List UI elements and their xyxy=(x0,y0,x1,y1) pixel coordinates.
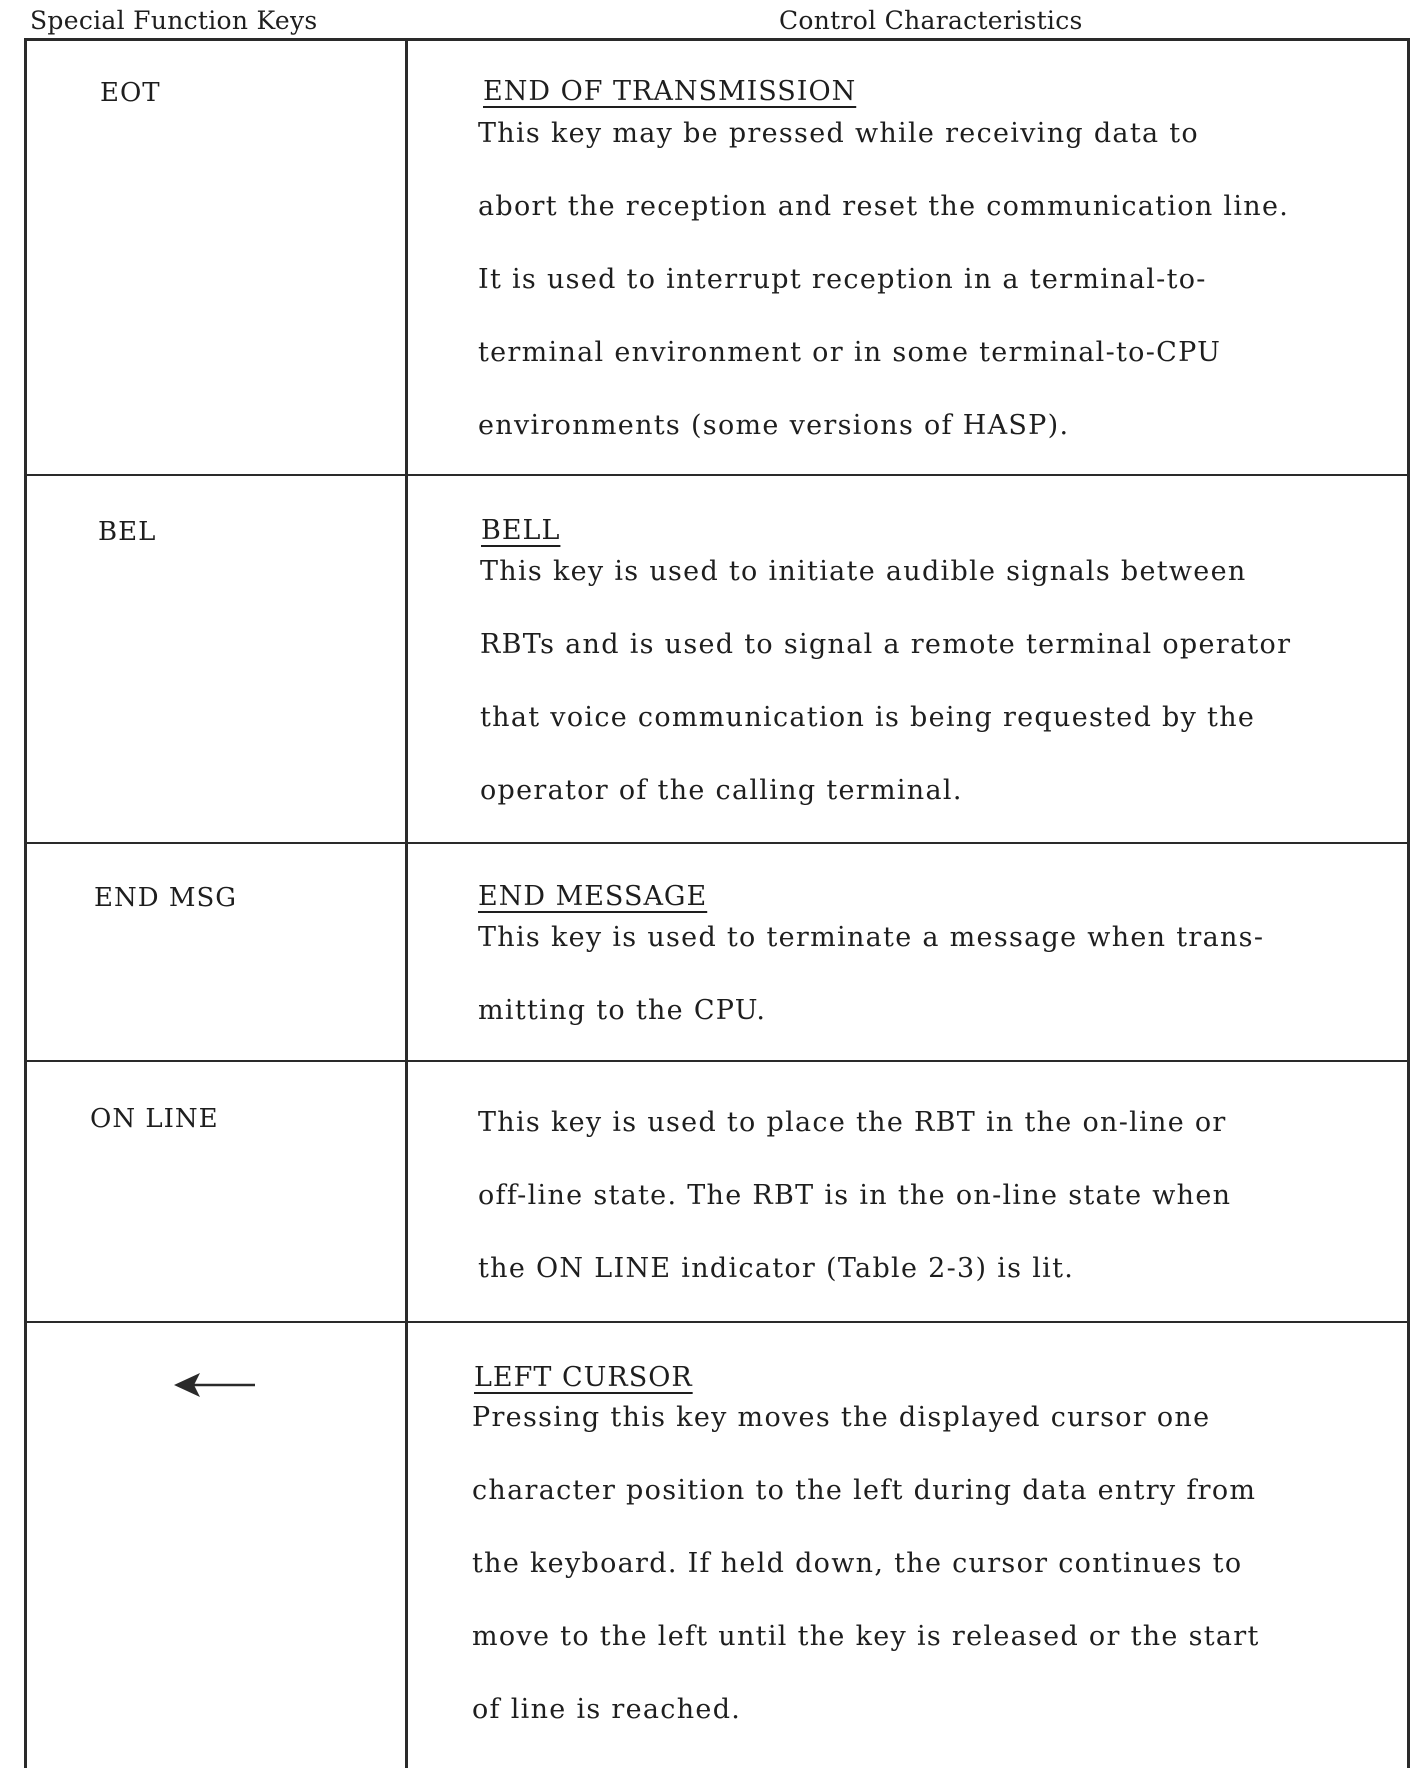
description-eot xyxy=(478,97,1378,462)
text-line: move to the left until the key is released or the start xyxy=(472,1621,1260,1652)
text-line: It is used to interrupt reception in a terminal-to- xyxy=(478,264,1207,295)
title-bell: BELL xyxy=(481,515,561,546)
key-bel: BEL xyxy=(98,517,157,547)
text-line: character position to the left during data entry from xyxy=(472,1475,1257,1506)
text-line: that voice communication is being requested by the xyxy=(480,702,1256,733)
text-line: the ON LINE indicator (Table 2-3) is lit. xyxy=(478,1253,1075,1284)
text-line: the keyboard. If held down, the cursor continues to xyxy=(472,1548,1243,1579)
text-line: This key is used to terminate a message when trans- xyxy=(478,922,1265,953)
column-divider xyxy=(405,38,408,1768)
text-line: This key is used to initiate audible signals between xyxy=(480,556,1247,587)
column-header-keys: Special Function Keys xyxy=(30,6,318,35)
title-left-cursor: LEFT CURSOR xyxy=(474,1362,693,1393)
text-line: of line is reached. xyxy=(472,1694,742,1725)
text-line: operator of the calling terminal. xyxy=(480,775,963,806)
row-divider xyxy=(24,842,1410,844)
text-line: This key is used to place the RBT in the on-line or xyxy=(478,1107,1227,1138)
column-header-characteristics: Control Characteristics xyxy=(779,6,1083,35)
description-left-cursor xyxy=(472,1381,1372,1746)
description-end-msg xyxy=(478,901,1378,1047)
row-divider xyxy=(24,1060,1410,1062)
text-line: abort the reception and reset the communication line. xyxy=(478,191,1290,222)
key-eot: EOT xyxy=(100,78,161,108)
title-end-message: END MESSAGE xyxy=(478,881,708,912)
text-line: off-line state. The RBT is in the on-line state when xyxy=(478,1180,1232,1211)
text-line: mitting to the CPU. xyxy=(478,995,767,1026)
text-line: environments (some versions of HASP). xyxy=(478,410,1070,441)
key-end-msg: END MSG xyxy=(94,883,238,913)
key-on-line: ON LINE xyxy=(90,1104,219,1134)
title-end-of-transmission: END OF TRANSMISSION xyxy=(483,76,857,107)
row-divider xyxy=(24,1321,1410,1323)
text-line: This key may be pressed while receiving data to xyxy=(478,118,1199,149)
text-line: RBTs and is used to signal a remote terminal operator xyxy=(480,629,1292,660)
description-on-line xyxy=(478,1086,1378,1305)
left-arrow-icon xyxy=(172,1370,256,1400)
text-line: Pressing this key moves the displayed cursor one xyxy=(472,1402,1211,1433)
description-bel xyxy=(480,535,1380,827)
text-line: terminal environment or in some terminal-to-CPU xyxy=(478,337,1222,368)
row-divider xyxy=(24,474,1410,476)
